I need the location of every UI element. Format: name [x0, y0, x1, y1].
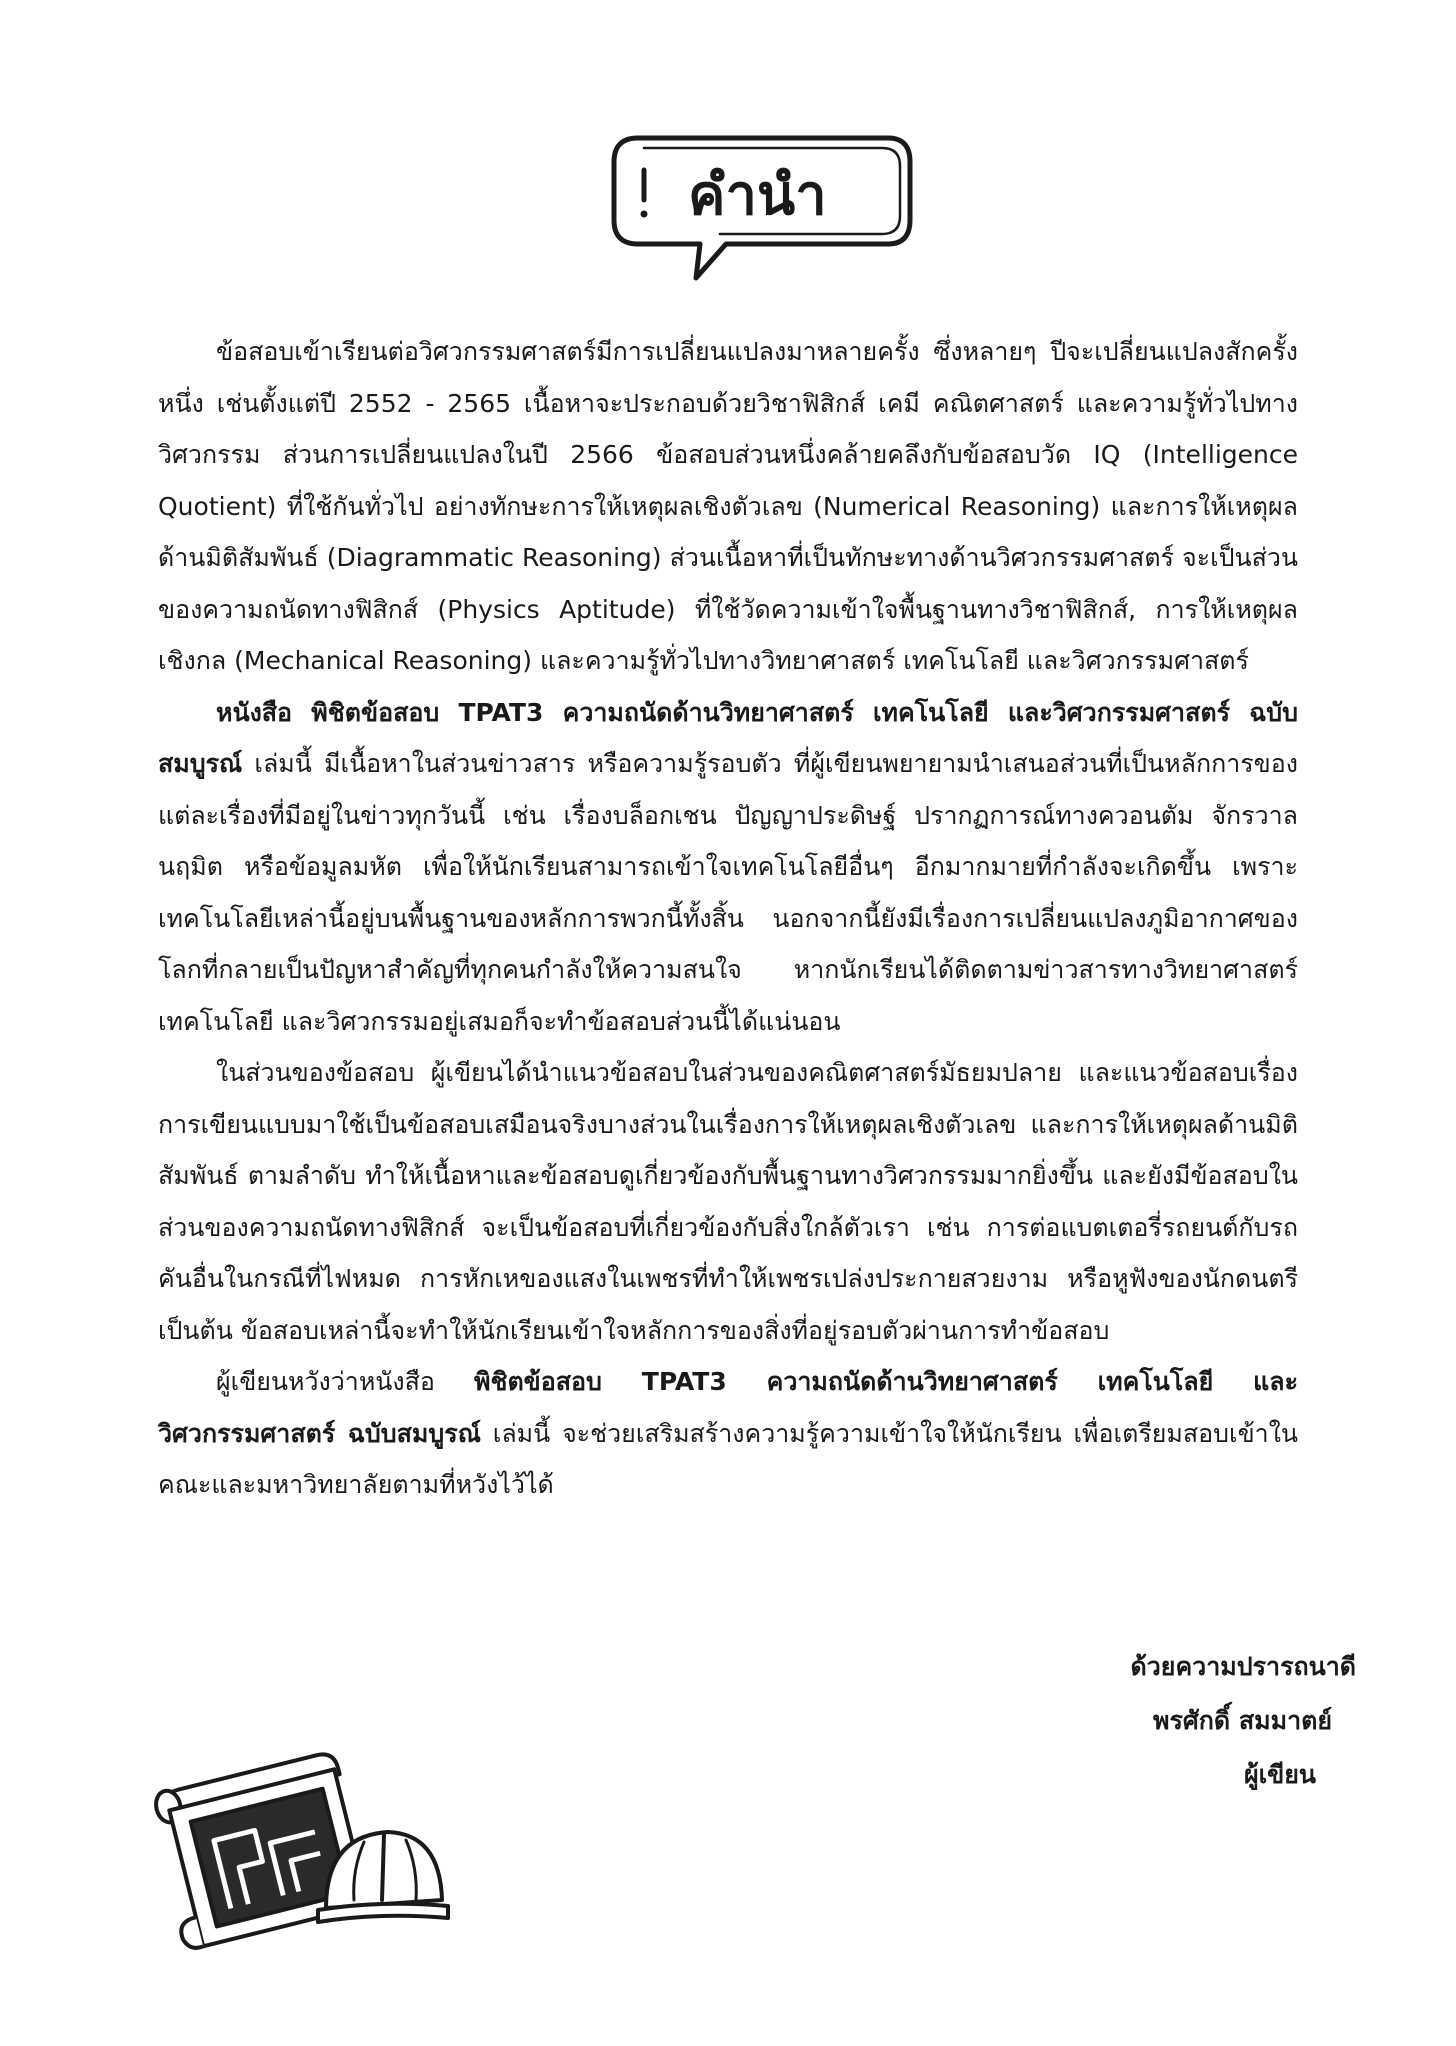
author-role: ผู้เขียน: [1243, 1760, 1316, 1789]
signature-block: [956, 1640, 1356, 1802]
page-title: คำนำ: [688, 163, 827, 228]
paragraph-3: [158, 1047, 1298, 1356]
paragraph-2: [158, 687, 1298, 1048]
paragraph-4: [158, 1356, 1298, 1511]
paragraph-4-lead: ผู้เขียนหวังว่าหนังสือ: [216, 1367, 474, 1396]
paragraph-1: [158, 326, 1298, 687]
book-title-2: พิชิตข้อสอบ TPAT3 ความถนัดด้านวิทยาศาสตร์ เทคโนโลยี และวิศวกรรมศาสตร์ ฉบับสมบูรณ์: [158, 1367, 1299, 1448]
paragraph-1-text: ข้อสอบเข้าเรียนต่อวิศวกรรมศาสตร์มีการเปลี่ยนแปลงมาหลายครั้ง ซึ่งหลายๆ ปีจะเปลี่ยนแปลงสักครั้งหนึ่ง เช่นตั้งแต่ปี 2552 - 2565 เนื้อหาจะประกอบด้วยวิชาฟิสิกส์ เคมี คณิตศาสตร์ และความรู้ทั่วไปทางวิศวกรรม ส่วนการเปลี่ยนแปลงในปี 2566 ข้อสอบส่วนหนึ่งคล้ายคลึงกับข้อสอบวัด IQ (Intelligence Quotient) ที่ใช้กันทั่วไป อย่างทักษะการให้เหตุผลเชิงตัวเลข (Numerical Reasoning) และการให้เหตุผลด้านมิติสัมพันธ์ (Diagrammatic Reasoning) ส่วนเนื้อหาที่เป็นทักษะทางด้านวิศวกรรมศาสตร์ จะเป็นส่วนของความถนัดทางฟิสิกส์ (Physics Aptitude) ที่ใช้วัดความเข้าใจพื้นฐานทางวิชาฟิสิกส์, การให้เหตุผลเชิงกล (Mechanical Reasoning) และความรู้ทั่วไปทางวิทยาศาสตร์ เทคโนโลยี และวิศวกรรมศาสตร์: [158, 337, 1298, 675]
paragraph-3-text: ในส่วนของข้อสอบ ผู้เขียนได้นำแนวข้อสอบในส่วนของคณิตศาสตร์มัธยมปลาย และแนวข้อสอบเรื่องการเขียนแบบมาใช้เป็นข้อสอบเสมือนจริงบางส่วนในเรื่องการให้เหตุผลเชิงตัวเลข และการให้เหตุผลด้านมิติสัมพันธ์ ตามลำดับ ทำให้เนื้อหาและข้อสอบดูเกี่ยวข้องกับพื้นฐานทางวิศวกรรมมากยิ่งขึ้น และยังมีข้อสอบในส่วนของความถนัดทางฟิสิกส์ จะเป็นข้อสอบที่เกี่ยวข้องกับสิ่งใกล้ตัวเรา เช่น การต่อแบตเตอรี่รถยนต์กับรถคันอื่นในกรณีที่ไฟหมด การหักเหของแสงในเพชรที่ทำให้เพชรเปล่งประกายสวยงาม หรือหูฟังของนักดนตรี เป็นต้น ข้อสอบเหล่านี้จะทำให้นักเรียนเข้าใจหลักการของสิ่งที่อยู่รอบตัวผ่านการทำข้อสอบ: [158, 1058, 1298, 1345]
author-name: พรศักดิ์ สมมาตย์: [1153, 1706, 1332, 1735]
heading-speech-bubble: [608, 128, 918, 288]
paragraph-2-lead: หนังสือ: [216, 697, 312, 727]
paragraph-4-text: เล่มนี้ จะช่วยเสริมสร้างความรู้ความเข้าใจให้นักเรียน เพื่อเตรียมสอบเข้าในคณะและมหาวิทยาลัยตามที่หวังไว้ได้: [158, 1418, 1298, 1499]
book-title-1: พิชิตข้อสอบ TPAT3 ความถนัดด้านวิทยาศาสตร์ เทคโนโลยี และวิศวกรรมศาสตร์ ฉบับสมบูรณ์: [158, 697, 1298, 778]
signature-closing: ด้วยความปรารถนาดี: [1130, 1652, 1356, 1681]
paragraph-2-text: เล่มนี้ มีเนื้อหาในส่วนข่าวสาร หรือความรู้รอบตัว ที่ผู้เขียนพยายามนำเสนอส่วนที่เป็นหลักการของแต่ละเรื่องที่มีอยู่ในข่าวทุกวันนี้ เช่น เรื่องบล็อกเชน ปัญญาประดิษฐ์ ปรากฏการณ์ทางควอนตัม จักรวาลนฤมิต หรือข้อมูลมหัต เพื่อให้นักเรียนสามารถเข้าใจเทคโนโลยีอื่นๆ อีกมากมายที่กำลังจะเกิดขึ้น เพราะเทคโนโลยีเหล่านี้อยู่บนพื้นฐานของหลักการพวกนี้ทั้งสิ้น นอกจากนี้ยังมีเรื่องการเปลี่ยนแปลงภูมิอากาศของโลกที่กลายเป็นปัญหาสำคัญที่ทุกคนกำลังให้ความสนใจ หากนักเรียนได้ติดตามข่าวสารทางวิทยาศาสตร์ เทคโนโลยี และวิศวกรรมอยู่เสมอก็จะทำข้อสอบส่วนนี้ได้แน่นอน: [158, 749, 1298, 1036]
preface-body: [158, 326, 1298, 1511]
blueprint-and-hardhat-icon: [150, 1750, 450, 1960]
